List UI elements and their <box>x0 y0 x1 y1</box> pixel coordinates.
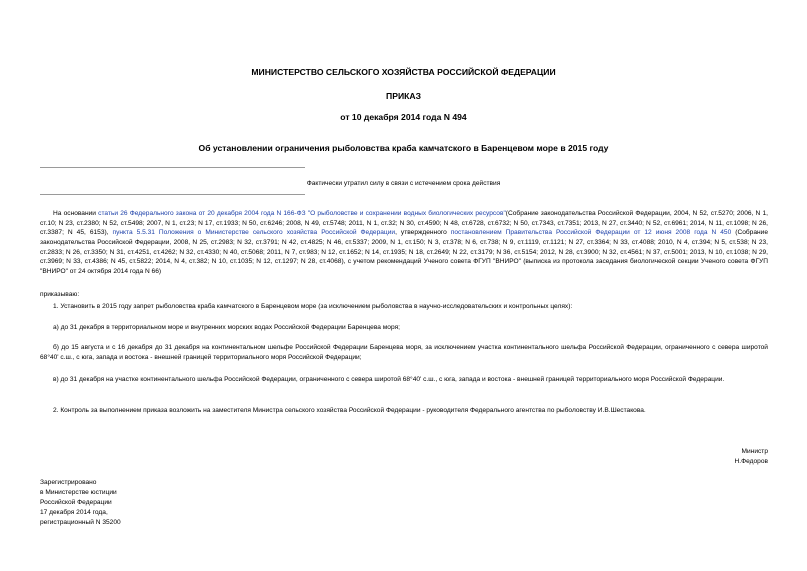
item-1: 1. Установить в 2015 году запрет рыболовства краба камчатского в Баренцевом море (за исключением рыболовства в научно-исследовательских и контрольных целях): <box>53 303 573 310</box>
fishing-law-link[interactable]: статьи 26 Федерального закона от 20 декабря 2004 года N 166-ФЗ "О рыболовстве и сохранении водных биологических ресурсов" <box>98 210 506 217</box>
item-a: а) до 31 декабря в территориальном море и внутренних морских водах Российской Федерации Баренцева моря; <box>53 324 400 331</box>
bottom-divider <box>40 194 305 195</box>
registration-line-2: в Министерстве юстиции <box>40 489 117 496</box>
item-b: б) до 15 августа и с 16 декабря до 31 декабря на континентальном шельфе Российской Федерации Баренцева моря, за исключением участка континентального шельфа Российской Федерации, ограниченного с севера широтой 68°40' с.ш., с юга, запада и востока - внешней границей территориального моря Российской Федерации; <box>40 344 768 361</box>
item-2: 2. Контроль за выполнением приказа возложить на заместителя Министра сельского хозяйства Российской Федерации - руководителя Федерального агентства по рыболовству И.В.Шестакова. <box>53 407 646 414</box>
document-title: Об установлении ограничения рыболовства краба камчатского в Баренцевом море в 2015 году <box>198 143 609 153</box>
signature-position: Министр <box>741 448 768 455</box>
ministry-regulation-link[interactable]: пункта 5.5.31 Положения о Министерстве сельского хозяйства Российской Федерации <box>112 229 396 237</box>
registration-line-1: Зарегистрировано <box>40 479 97 486</box>
ministry-heading: МИНИСТЕРСТВО СЕЛЬСКОГО ХОЗЯЙСТВА РОССИЙСКОЙ ФЕДЕРАЦИИ <box>251 67 556 77</box>
preamble-mid2: , утвержденного <box>395 229 451 237</box>
registration-line-3: Российской Федерации <box>40 499 112 506</box>
doc-type-heading: ПРИКАЗ <box>386 91 421 101</box>
preamble-paragraph <box>40 209 768 277</box>
preamble-mid1: (Собрание законодательства Российской Федерации, 2004, N 52, ст.5270; 2006, N 1, ст.10; N 23, ст.2380; N 52, ст.5498; 2007, N 1, ст.23; N 17, ст.1933; N 50, ст.6246; 2008, N 49, ст.5748; 2011, N 1, ст.32; N 30, ст.4590; N 48, ст.6728, ст.6732; N 50, ст.7343, ст.7351; 2013, N 27, ст.3440; N 52, ст.6961; 2014, N 11, ст.1098; N 26, ст.3387; N 45, 6153), <box>40 210 768 237</box>
government-decree-link[interactable]: постановлением Правительства Российской Федерации от 12 июня 2008 года N 450 <box>450 229 732 237</box>
preamble-tail: (Собрание законодательства Российской Федерации, 2008, N 25, ст.2983; N 32, ст.3791; N 42, ст.4825; N 46, ст.5337; 2009, N 1, ст.150; N 3, ст.378; N 6, ст.738; N 9, ст.1119, ст.1121; N 27, ст.3364; N 33, ст.4088; 2010, N 4, ст.394; N 5, ст.538; N 23, ст.2833; N 26, ст.3350; N 31, ст.4251, ст.4262; N 32, ст.4330; N 40, ст.5068; 2011, N 7, ст.983; N 12, ст.1652; N 14, ст.1935; N 18, ст.2649; N 22, ст.3179; N 36, ст.5154; 2012, N 28, ст.3900; N 32, ст.4561; N 37, ст.5001; 2013, N 10, ст.1038; N 29, ст.3969; N 33, ст.4386; N 45, ст.5822; 2014, N 4, ст.382; N 10, ст.1035; N 12, ст.1297; N 28, ст.4068), с учетом рекомендаций Ученого совета ФГУП "ВНИРО" (выписка из протокола заседания биологической секции Ученого совета ФГУП "ВНИРО" от 24 октября 2014 года N 66) <box>40 229 768 275</box>
top-divider <box>40 167 305 168</box>
date-number-heading: от 10 декабря 2014 года N 494 <box>340 112 467 122</box>
registration-line-5: регистрационный N 35200 <box>40 519 121 526</box>
status-note: Фактически утратил силу в связи с истечением срока действия <box>306 180 501 187</box>
preamble-lead: На основании <box>53 210 99 217</box>
order-word: приказываю: <box>40 291 80 298</box>
registration-block <box>40 478 121 528</box>
registration-line-4: 17 декабря 2014 года, <box>40 509 108 516</box>
signature-name: Н.Федоров <box>734 457 768 465</box>
signature-block <box>735 447 768 466</box>
item-v: в) до 31 декабря на участке континентального шельфа Российской Федерации, ограниченного с севера широтой 68°40' с.ш., с юга, запада и востока - внешней границей территориального моря Российской Федерации. <box>53 376 725 383</box>
